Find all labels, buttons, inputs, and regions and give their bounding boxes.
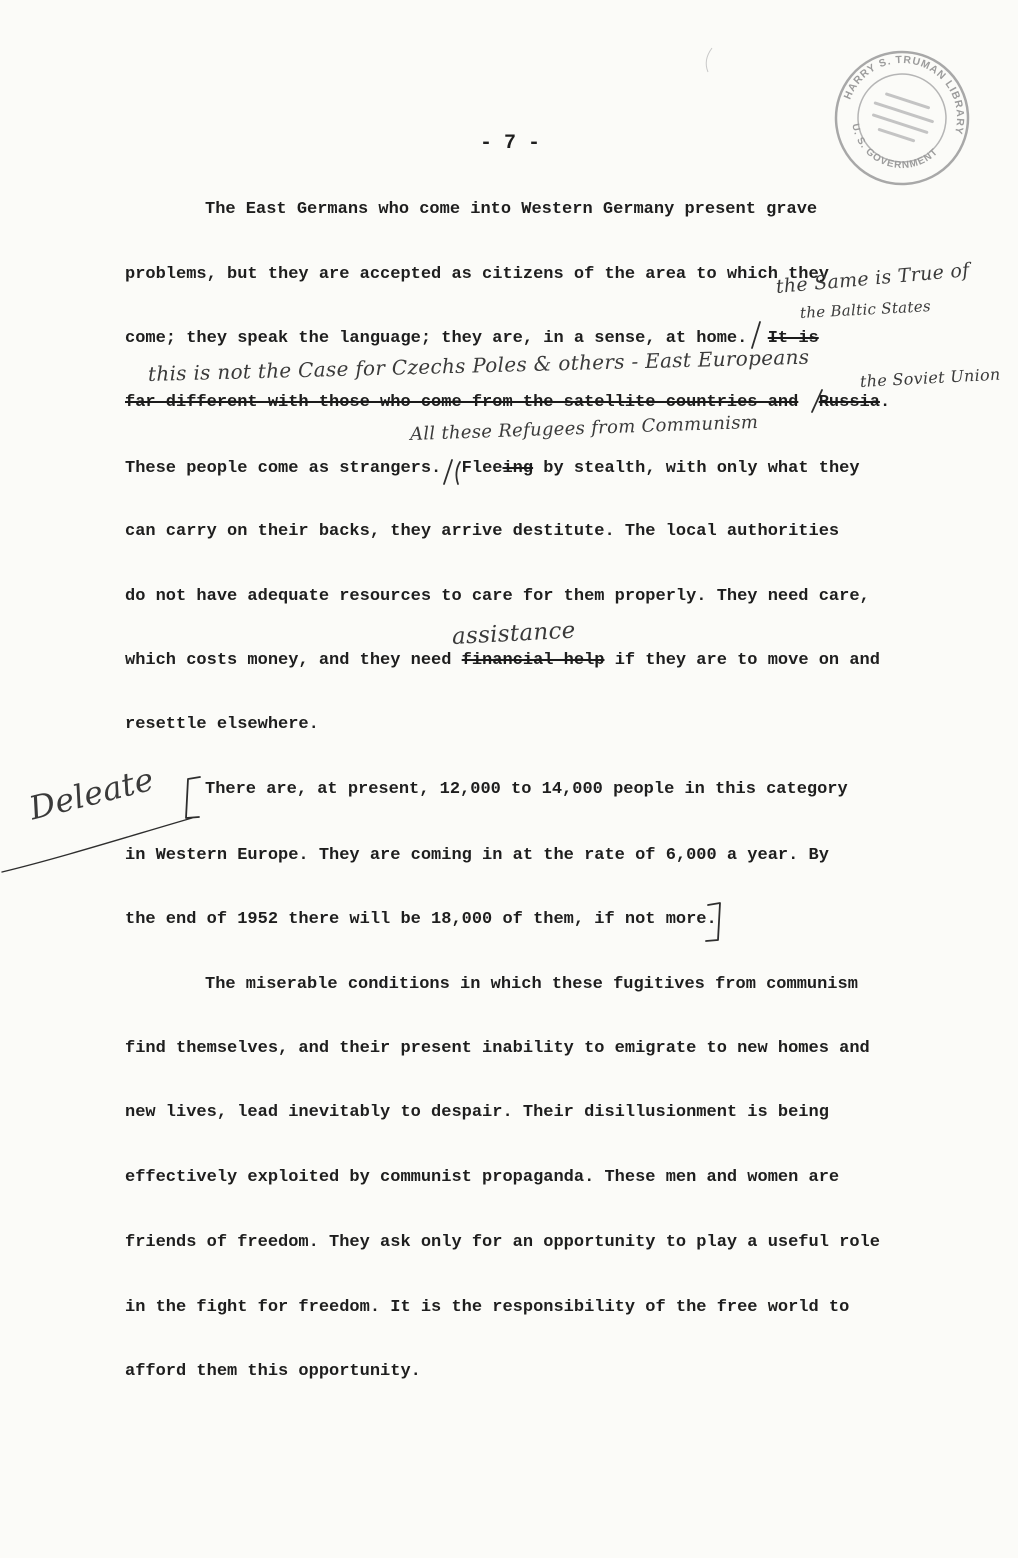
- line-text: new lives, lead inevitably to despair. Their disillusionment is being: [125, 1103, 829, 1122]
- line-text: do not have adequate resources to care for them properly. They need care,: [125, 587, 870, 606]
- line-text: which costs money, and they need: [125, 651, 452, 670]
- typed-line: [125, 1233, 880, 1253]
- struck-text: ing: [502, 459, 534, 478]
- typed-line: [125, 846, 829, 866]
- line-text: the end of 1952 there will be 18,000 of them, if not more.: [125, 910, 717, 929]
- line-text: resettle elsewhere.: [125, 715, 319, 734]
- line-text: in Western Europe. They are coming in at the rate of 6,000 a year. By: [125, 846, 829, 865]
- typed-line: [125, 910, 717, 930]
- library-stamp: [0, 0, 1018, 260]
- typed-line: [125, 587, 870, 607]
- line-text: Flee: [461, 459, 503, 478]
- svg-text:U. S. GOVERNMENT: [840, 120, 942, 184]
- line-text: come; they speak the language; they are, in a sense, at home.: [125, 329, 748, 348]
- struck-text: Russia: [818, 393, 880, 412]
- typed-line: [125, 1168, 839, 1188]
- line-text: The East Germans who come into Western Germany present grave: [205, 200, 818, 219]
- line-text: if they are to move on and: [614, 651, 880, 670]
- line-text: These people come as strangers.: [125, 459, 442, 478]
- typed-line: [205, 975, 858, 995]
- page-number: - 7 -: [479, 132, 540, 155]
- stamp-top-text: HARRY S. TRUMAN LIBRARY: [841, 53, 967, 137]
- line-text: friends of freedom. They ask only for an opportunity to play a useful role: [125, 1233, 880, 1252]
- handwritten-assistance: assistance: [451, 617, 577, 650]
- typed-line: [125, 1039, 870, 1059]
- typed-line: [205, 780, 848, 800]
- typed-line: [125, 459, 860, 479]
- handwritten-refugees: All these Refugees from Communism: [409, 411, 759, 445]
- line-text: effectively exploited by communist propaganda. These men and women are: [125, 1168, 840, 1187]
- struck-text: It is: [767, 329, 819, 348]
- handwritten-same-is-true: the Same is True of: [775, 259, 971, 298]
- paper-edge-mark: [706, 48, 712, 72]
- line-text: afford them this opportunity.: [125, 1362, 421, 1381]
- typed-line: [125, 329, 819, 349]
- line-text: can carry on their backs, they arrive destitute. The local authorities: [125, 522, 840, 541]
- typed-line: [125, 265, 829, 285]
- line-text: The miserable conditions in which these fugitives from communism: [205, 975, 858, 994]
- open-bracket: [186, 777, 200, 818]
- typed-line: [125, 1298, 849, 1318]
- line-text: find themselves, and their present inability to emigrate to new homes and: [125, 1039, 870, 1058]
- svg-text:HARRY S. TRUMAN LIBRARY: [841, 37, 983, 137]
- struck-text: financial help: [461, 651, 605, 670]
- typed-line: [205, 200, 817, 220]
- typed-line: [125, 522, 839, 542]
- handwritten-delete: Deleate: [25, 759, 158, 828]
- line-text: problems, but they are accepted as citizens of the area to which they: [125, 265, 829, 284]
- line-text: in the fight for freedom. It is the responsibility of the free world to: [125, 1298, 850, 1317]
- typed-line: [125, 715, 319, 735]
- typed-line: [125, 651, 880, 671]
- line-text: .: [879, 393, 891, 412]
- stamp-bottom-text: U. S. GOVERNMENT: [849, 122, 941, 172]
- typed-line: [125, 393, 890, 413]
- struck-text: far different with those who come from the satellite countries and: [125, 393, 799, 412]
- typed-line: [125, 1362, 421, 1382]
- stamp-inner-lettering: [868, 92, 936, 145]
- handwritten-baltic-states: the Baltic States: [799, 297, 932, 322]
- line-text: by stealth, with only what they: [543, 459, 860, 478]
- handwritten-not-the-case: this is not the Case for Czechs Poles & others - East Europeans: [147, 344, 810, 386]
- line-text: There are, at present, 12,000 to 14,000 people in this category: [205, 780, 848, 799]
- handwritten-soviet-union: the Soviet Union: [859, 364, 1001, 391]
- typed-line: [125, 1103, 829, 1123]
